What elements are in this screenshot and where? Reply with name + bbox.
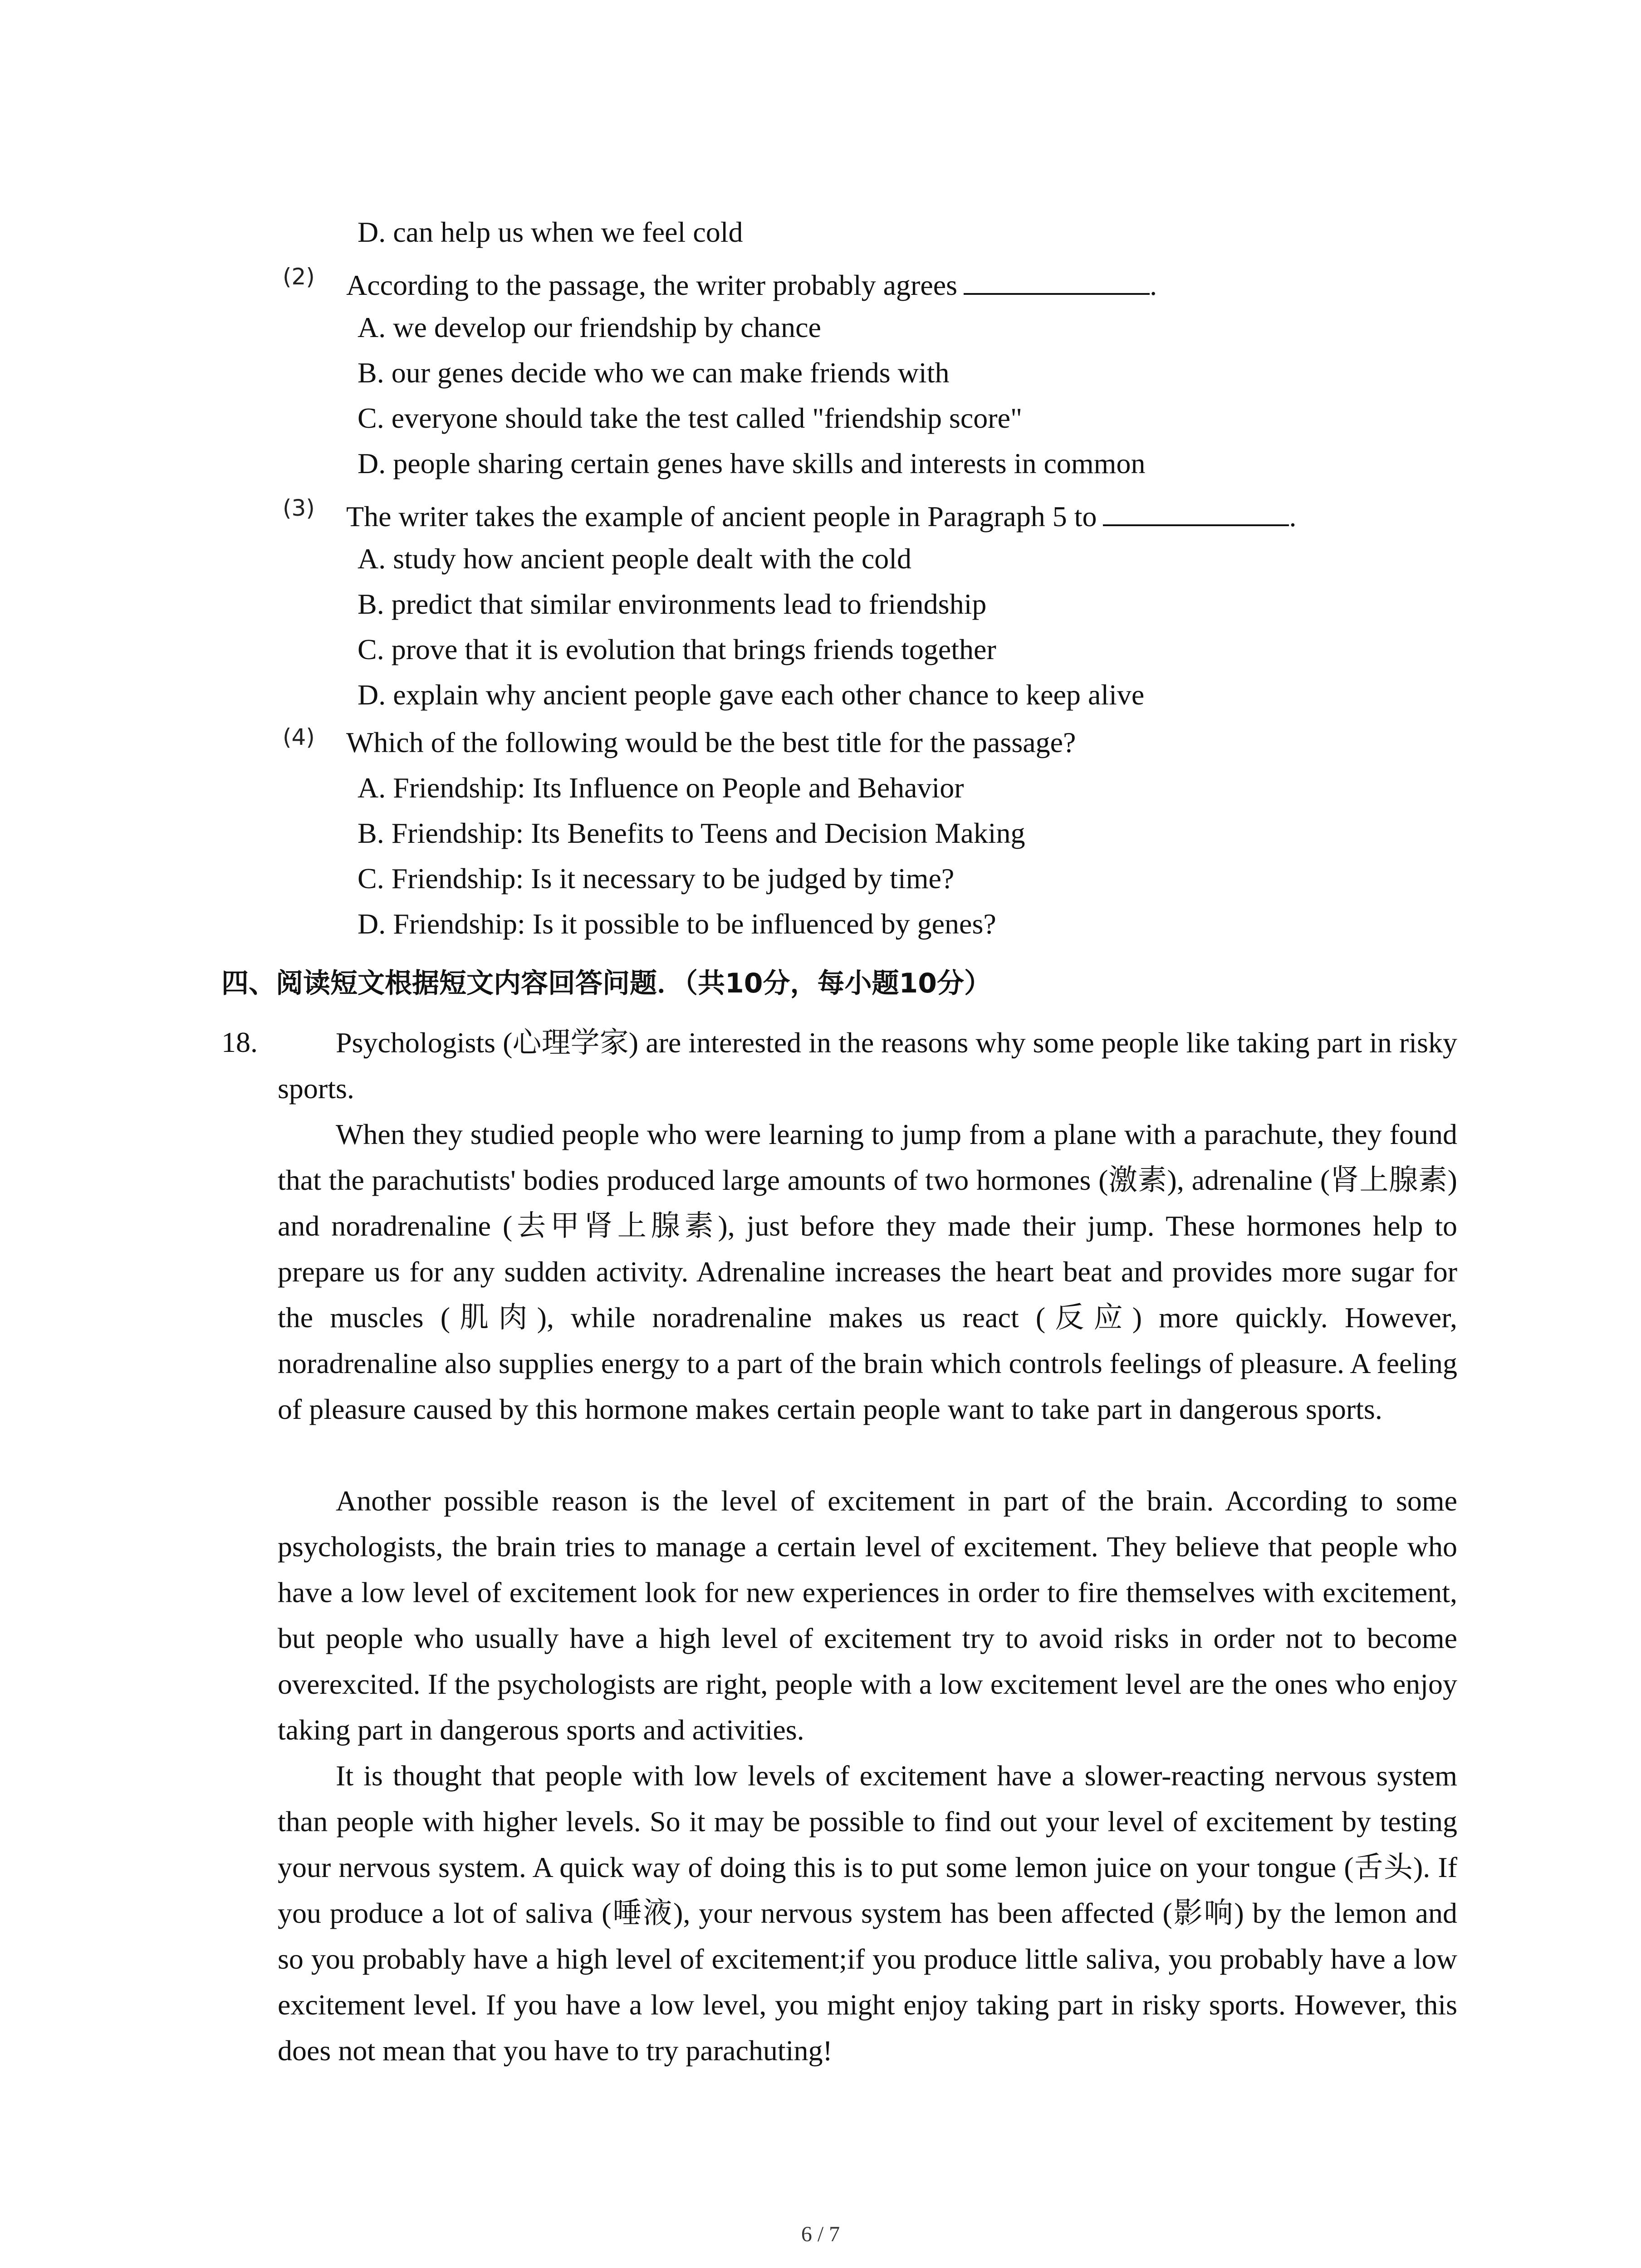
q3-number: (3) — [283, 495, 315, 521]
q4-option-c: C. Friendship: Is it necessary to be judged by time? — [358, 862, 955, 894]
q4-option-a: A. Friendship: Its Influence on People and Behavior — [358, 772, 964, 804]
paragraph-4-text: It is thought that people with low levels of excitement have a slower-reacting nervous system than people with higher levels. So it may be possible to find out your level of excitement by testing your nervous system. A quick way of doing this is to put some lemon juice on your tongue (舌头). If you produce a lot of saliva (唾液), your nervous system has been affected (影响) by the lemon and so you probably have a high level of excitement;if you produce little saliva, you probably have a low excitement level. If you have a low level, you might enjoy taking part in risky sports. However, this does not mean that you have to try parachuting! — [278, 1760, 1457, 2067]
q2-option-c: C. everyone should take the test called "friendship score" — [358, 402, 1023, 434]
q2-stem-text: According to the passage, the writer probably agrees — [346, 269, 958, 301]
q2-option-b: B. our genes decide who we can make friends with — [358, 357, 950, 389]
q1-option-d: D. can help us when we feel cold — [358, 216, 743, 248]
section-heading: 四、阅读短文根据短文内容回答问题．（共10分，每小题10分） — [221, 968, 991, 999]
passage-paragraph-1 — [278, 1020, 1457, 1111]
page-number: 6 / 7 — [801, 2222, 840, 2246]
q3-option-a: A. study how ancient people dealt with the cold — [358, 543, 912, 575]
q2-number: (2) — [283, 264, 315, 290]
q3-answer-blank[interactable] — [1103, 499, 1289, 526]
q3-stem-end: . — [1289, 500, 1297, 533]
q4-option-b: B. Friendship: Its Benefits to Teens and Decision Making — [358, 817, 1025, 849]
passage-paragraph-2 — [278, 1111, 1457, 1432]
q3-option-c: C. prove that it is evolution that brings friends together — [358, 633, 996, 665]
q3-stem-text: The writer takes the example of ancient people in Paragraph 5 to — [346, 500, 1097, 533]
paragraph-3-text: Another possible reason is the level of excitement in part of the brain. According to some psychologists, the brain tries to manage a certain level of excitement. They believe that people who have a low level of excitement look for new experiences in order to fire themselves with excitement, but people who usually have a high level of excitement try to avoid risks in order not to become overexcited. If the psychologists are right, people with a low excitement level are the ones who enjoy taking part in dangerous sports and activities. — [278, 1485, 1457, 1746]
q4-option-d: D. Friendship: Is it possible to be influenced by genes? — [358, 908, 996, 940]
q2-answer-blank[interactable] — [964, 268, 1150, 295]
q18-number: 18. — [221, 1026, 258, 1058]
q2-option-a: A. we develop our friendship by chance — [358, 311, 821, 343]
passage-paragraph-4 — [278, 1753, 1457, 2073]
paragraph-1-text: Psychologists (心理学家) are interested in the reasons why some people like taking part in risky sports. — [278, 1026, 1457, 1105]
q2-option-d: D. people sharing certain genes have skills and interests in common — [358, 447, 1146, 479]
q2-stem — [346, 268, 1157, 300]
q3-option-b: B. predict that similar environments lead to friendship — [358, 588, 987, 620]
q3-option-d: D. explain why ancient people gave each other chance to keep alive — [358, 679, 1145, 711]
passage-paragraph-3 — [278, 1478, 1457, 1753]
q4-number: (4) — [283, 724, 315, 750]
q3-stem — [346, 499, 1296, 531]
q2-stem-end: . — [1150, 269, 1157, 301]
q4-stem: Which of the following would be the best title for the passage? — [346, 726, 1076, 758]
paragraph-2-text: When they studied people who were learning to jump from a plane with a parachute, they found that the parachutists' bodies produced large amounts of two hormones (激素), adrenaline (肾上腺素) and noradrenaline (去甲肾上腺素), just before they made their jump. These hormones help to prepare us for any sudden activity. Adrenaline increases the heart beat and provides more sugar for the muscles (肌肉), while noradrenaline makes us react (反应) more quickly. However, noradrenaline also supplies energy to a part of the brain which controls feelings of pleasure. A feeling of pleasure caused by this hormone makes certain people want to take part in dangerous sports. — [278, 1118, 1457, 1425]
